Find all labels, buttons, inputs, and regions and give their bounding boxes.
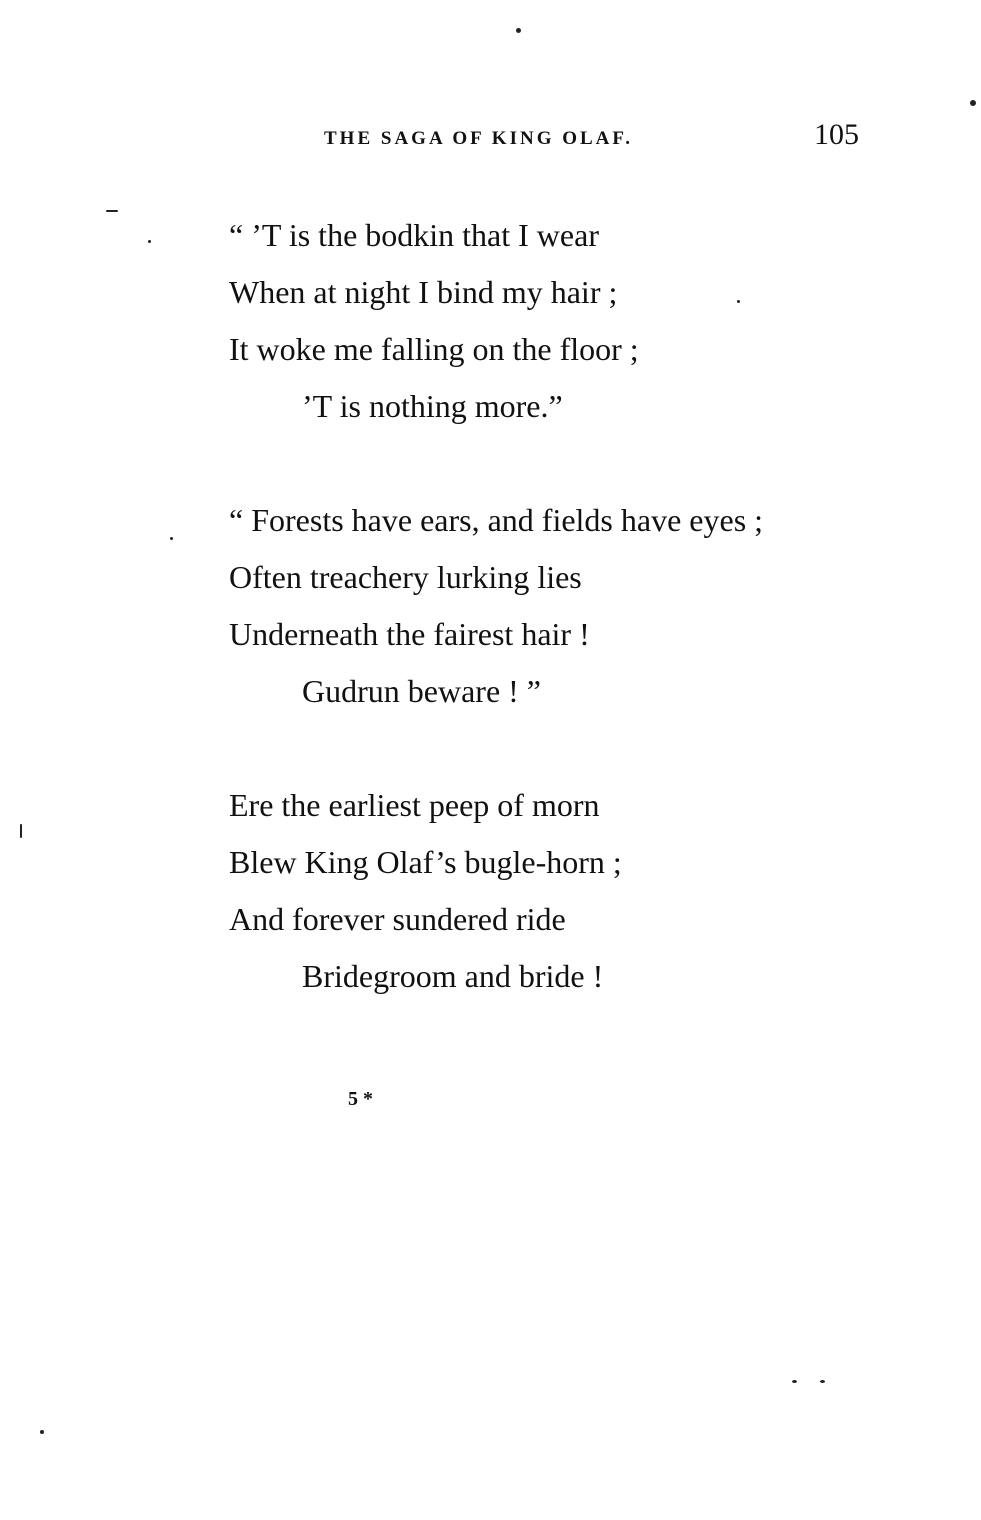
poem-line: Blew King Olaf’s bugle-horn ; bbox=[229, 844, 622, 880]
poem bbox=[229, 207, 929, 1062]
scan-speck bbox=[106, 210, 118, 212]
stanza bbox=[229, 777, 929, 1005]
scan-speck bbox=[970, 100, 976, 106]
poem-line: It woke me falling on the floor ; bbox=[229, 331, 639, 367]
poem-line: And forever sundered ride bbox=[229, 901, 566, 937]
poem-line: Often treachery lurking lies bbox=[229, 559, 582, 595]
poem-line: When at night I bind my hair ; bbox=[229, 274, 618, 310]
scan-speck bbox=[737, 300, 740, 303]
poem-line-indented: Bridegroom and bride ! bbox=[302, 958, 604, 994]
poem-line: Underneath the fairest hair ! bbox=[229, 616, 590, 652]
poem-line: “ ’T is the bodkin that I wear bbox=[229, 217, 599, 253]
poem-line-indented: ’T is nothing more.” bbox=[302, 388, 563, 424]
poem-line: “ Forests have ears, and fields have eyes ; bbox=[229, 502, 764, 538]
poem-line-indented: Gudrun beware ! ” bbox=[302, 673, 541, 709]
running-title: THE SAGA OF KING OLAF. bbox=[324, 128, 634, 149]
page-number: 105 bbox=[814, 118, 859, 151]
scan-speck bbox=[20, 824, 22, 838]
scan-speck bbox=[148, 240, 151, 243]
scan-speck bbox=[516, 28, 521, 33]
stanza bbox=[229, 492, 929, 720]
scan-speck bbox=[40, 1430, 44, 1434]
scan-speck bbox=[820, 1380, 825, 1383]
poem-line: Ere the earliest peep of morn bbox=[229, 787, 600, 823]
stanza bbox=[229, 207, 929, 435]
signature-mark: 5 * bbox=[348, 1088, 373, 1110]
scan-speck bbox=[792, 1380, 797, 1383]
scan-speck bbox=[170, 537, 173, 540]
